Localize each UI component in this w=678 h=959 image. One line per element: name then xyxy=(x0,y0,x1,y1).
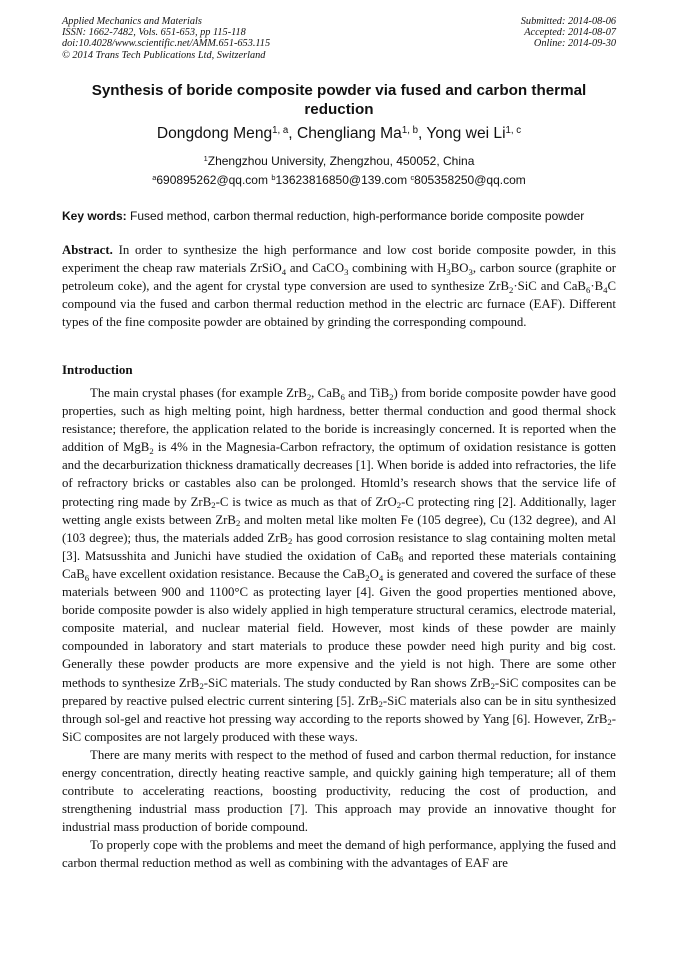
author-name: Chengliang Ma xyxy=(296,125,402,142)
author-list: Dongdong Meng$^{1, a}$, Chengliang Ma$^{1, b}$, Yong wei Li$^{1, c}$ xyxy=(156,124,522,142)
author-affiliation-mark: 1, c xyxy=(505,124,522,136)
email-mark: c xyxy=(410,172,415,182)
journal-info xyxy=(62,16,270,61)
author-emails xyxy=(62,172,616,188)
affiliation-text: Zhengzhou University, Zhengzhou, 450052, China xyxy=(207,154,475,168)
abstract-label: Abstract. xyxy=(62,243,113,257)
online-date: Online: 2014-09-30 xyxy=(533,38,616,50)
abstract: Abstract. In order to synthesize the high performance and low cost boride composite powder, in this experiment the cheap raw materials ZrSiO$_4$ and CaCO$_3$ combining with $H_3BO_3$, carbon source (graphite or petroleum coke), and the agent for crystal type conversion are used to synthesize ZrB$_2$·SiC and $CaB_6\cdot B_4C$ compound via the fused and carbon thermal reduction method in the electric arc furnace (EAF). Different types of the fine composite powder are obtained by grinding the corresponding compound. xyxy=(62,243,617,329)
keywords-text: Fused method, carbon thermal reduction, high-performance boride composite powder xyxy=(130,209,585,223)
email-address: 805358250@qq.com xyxy=(414,173,526,187)
keywords xyxy=(62,208,616,224)
section-heading-introduction: Introduction xyxy=(62,362,133,377)
journal-name: Applied Mechanics and Materials xyxy=(62,16,202,27)
email-mark: b xyxy=(271,172,276,182)
author-affiliation-mark: 1, b xyxy=(401,124,418,136)
copyright-line: © 2014 Trans Tech Publications Ltd, Switzerland xyxy=(62,49,266,61)
paragraph: There are many merits with respect to the method of fused and carbon thermal reduction, for instance energy concentration, directly heating reactive sample, and quickly gaining high temperature; all of them contribute to accelerating reactions, boosting productivity, reducing the cost of production, and strengthening industrial mass production [7]. This approach may provide an innovative thought for industrial mass production of boride compound. xyxy=(62,747,616,835)
accepted-date: Accepted: 2014-08-07 xyxy=(524,27,616,39)
paragraph: To properly cope with the problems and meet the demand of high performance, applying the fused and carbon thermal reduction method as well as combining with the advantages of EAF are xyxy=(62,838,616,871)
author-name: Yong wei Li xyxy=(426,125,506,142)
submitted-date: Submitted: 2014-08-06 xyxy=(520,16,616,27)
email-mark: a xyxy=(152,172,157,182)
keywords-label: Key words: xyxy=(62,209,127,223)
email-address: 690895262@qq.com xyxy=(156,173,268,187)
paragraph: The main crystal phases (for example ZrB$_2$, CaB$_6$ and TiB$_2$) from boride composite powder have good properties, such as high melting point, high hardness, better thermal conduction and good thermal shock resistance; therefore, the application related to the boride is increasingly concerned. It is reported when the addition of MgB$_2$ is 4% in the Magnesia-Carbon refractory, the optimum of oxidation resistance is gotten and the decarburization thickness dramatically decreases [1]. When boride is added into refractories, the life of refractory bricks or castables also can be prolonged. Htomld’s research shows that the service life of protecting ring made by ZrB$_2$-C is twice as much as that of ZrO$_2$-C protecting ring [2]. Additionally, lager wetting angle exists between ZrB$_2$ and molten metal like molten Fe (105 degree), Cu (132 degree), and Al (103 degree); thus, the materials added ZrB$_2$ has good corrosion resistance to slag containing molten metal [3]. Matsusshita and Junichi have studied the oxidation of CaB$_6$ and reported these materials containing CaB$_6$ have excellent oxidation resistance. Because the $CaB_2O_4$ is generated and covered the surface of these materials between 900 and 1100°C as protecting layer [4]. Given the good properties mentioned above, boride composite powder is also widely applied in high temperature structural ceramics, electrode material, composite material, and nuclear material field. However, most kinds of these powder are mainly compounded in laboratory and start materials to produce these powder need high purity and big cost. Generally these powder products are more expensive and the yield is not high. There are some other methods to synthesize ZrB$_2$-SiC materials. The study conducted by Ran shows ZrB$_2$-SiC composites can be prepared by reactive pulsed electric current sintering [5]. ZrB$_2$-SiC materials also can be in situ synthesized through sol-gel and reactive hot pressing way according to the reports showed by Yang [6]. However, ZrB$_2$-SiC composites are not largely produced with these ways. xyxy=(62,386,617,744)
affiliation xyxy=(62,153,616,169)
introduction-body xyxy=(62,384,616,873)
author-affiliation-mark: 1, a xyxy=(272,124,289,136)
paper-title: Synthesis of boride composite powder via fused and carbon thermal reduction xyxy=(91,82,587,118)
issn-line: ISSN: 1662-7482, Vols. 651-653, pp 115-118 xyxy=(62,27,246,39)
doi-line: doi:10.4028/www.scientific.net/AMM.651-653.115 xyxy=(62,38,271,50)
author-name: Dongdong Meng xyxy=(156,125,273,142)
publication-dates xyxy=(521,16,616,50)
email-address: 13623816850@139.com xyxy=(275,173,408,187)
affiliation-mark: 1 xyxy=(203,153,208,163)
